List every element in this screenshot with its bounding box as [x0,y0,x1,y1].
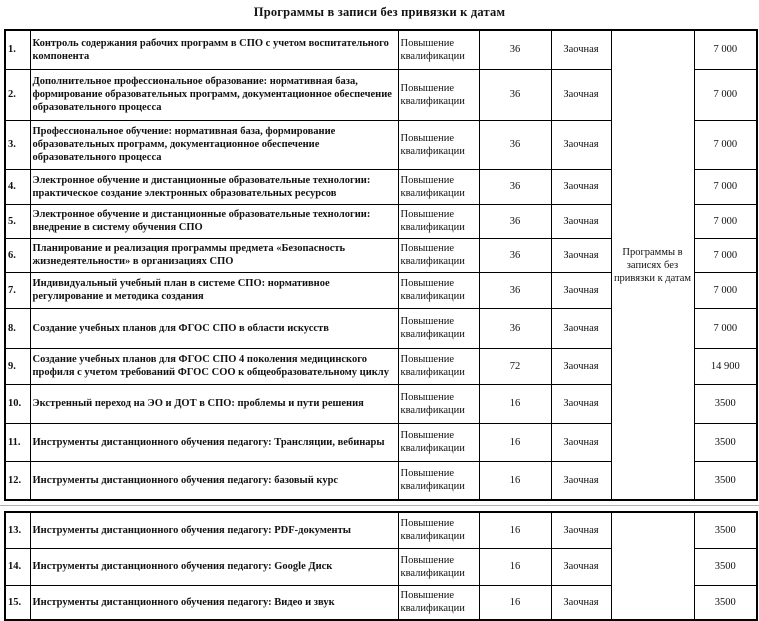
program-name-cell: Создание учебных планов для ФГОС СПО 4 поколения медицинского профиля с учетом требований ФГОС СОО к общеобразовательному циклу [30,348,398,384]
program-type-cell: Повышение квалификации [398,120,479,169]
row-number-cell: 7. [5,272,30,308]
row-number-cell: 14. [5,548,30,585]
program-name-cell: Индивидуальный учебный план в системе СПО: нормативное регулирование и методика создания [30,272,398,308]
row-number-cell: 8. [5,308,30,348]
hours-cell: 36 [479,69,551,120]
study-form-cell: Заочная [551,69,611,120]
program-name-cell: Создание учебных планов для ФГОС СПО в области искусств [30,308,398,348]
price-cell: 7 000 [694,30,757,69]
price-cell: 7 000 [694,120,757,169]
row-number-cell: 10. [5,384,30,423]
row-number-cell: 3. [5,120,30,169]
programs-table-main [4,29,758,501]
program-name-cell: Электронное обучение и дистанционные образовательные технологии: практическое создание электронных образовательных ресурсов [30,169,398,204]
program-name-cell: Контроль содержания рабочих программ в СПО с учетом воспитательного компонента [30,30,398,69]
table-row [5,512,757,548]
page-title: Программы в записи без привязки к датам [253,5,506,19]
merged-note-cell: Программы в записях без привязки к датам [611,30,694,500]
study-form-cell: Заочная [551,461,611,500]
merged-note-cell-empty [611,512,694,620]
study-form-cell: Заочная [551,548,611,585]
program-type-cell: Повышение квалификации [398,238,479,272]
program-name-cell: Инструменты дистанционного обучения педагогу: Трансляции, вебинары [30,423,398,461]
program-type-cell: Повышение квалификации [398,30,479,69]
hours-cell: 16 [479,512,551,548]
hours-cell: 16 [479,423,551,461]
program-name-cell: Инструменты дистанционного обучения педагогу: Google Диск [30,548,398,585]
price-cell: 7 000 [694,238,757,272]
study-form-cell: Заочная [551,30,611,69]
program-name-cell: Инструменты дистанционного обучения педагогу: Видео и звук [30,585,398,620]
price-cell: 3500 [694,423,757,461]
program-type-cell: Повышение квалификации [398,204,479,238]
row-number-cell: 4. [5,169,30,204]
study-form-cell: Заочная [551,348,611,384]
price-cell: 3500 [694,461,757,500]
hours-cell: 36 [479,238,551,272]
study-form-cell: Заочная [551,384,611,423]
programs-table-continued [4,511,758,621]
price-cell: 3500 [694,548,757,585]
hours-cell: 36 [479,204,551,238]
price-cell: 7 000 [694,169,757,204]
hours-cell: 36 [479,308,551,348]
program-type-cell: Повышение квалификации [398,548,479,585]
study-form-cell: Заочная [551,308,611,348]
program-type-cell: Повышение квалификации [398,461,479,500]
row-number-cell: 15. [5,585,30,620]
program-type-cell: Повышение квалификации [398,348,479,384]
program-type-cell: Повышение квалификации [398,512,479,548]
program-name-cell: Планирование и реализация программы предмета «Безопасность жизнедеятельности» в организациях СПО [30,238,398,272]
document-page [0,5,759,621]
price-cell: 7 000 [694,272,757,308]
study-form-cell: Заочная [551,204,611,238]
price-cell: 7 000 [694,69,757,120]
program-type-cell: Повышение квалификации [398,272,479,308]
study-form-cell: Заочная [551,423,611,461]
hours-cell: 36 [479,169,551,204]
row-number-cell: 6. [5,238,30,272]
hours-cell: 72 [479,348,551,384]
study-form-cell: Заочная [551,272,611,308]
hours-cell: 36 [479,30,551,69]
program-type-cell: Повышение квалификации [398,423,479,461]
program-type-cell: Повышение квалификации [398,585,479,620]
row-number-cell: 13. [5,512,30,548]
price-cell: 7 000 [694,204,757,238]
study-form-cell: Заочная [551,238,611,272]
program-name-cell: Инструменты дистанционного обучения педагогу: PDF-документы [30,512,398,548]
price-cell: 14 900 [694,348,757,384]
row-number-cell: 11. [5,423,30,461]
program-type-cell: Повышение квалификации [398,308,479,348]
program-name-cell: Дополнительное профессиональное образование: нормативная база, формирование образовательных программ, документационное обеспечение образовательного процесса [30,69,398,120]
study-form-cell: Заочная [551,169,611,204]
program-name-cell: Инструменты дистанционного обучения педагогу: базовый курс [30,461,398,500]
hours-cell: 16 [479,585,551,620]
row-number-cell: 1. [5,30,30,69]
table-row [5,30,757,69]
row-number-cell: 12. [5,461,30,500]
program-name-cell: Экстренный переход на ЭО и ДОТ в СПО: проблемы и пути решения [30,384,398,423]
hours-cell: 16 [479,384,551,423]
price-cell: 3500 [694,512,757,548]
row-number-cell: 5. [5,204,30,238]
program-type-cell: Повышение квалификации [398,169,479,204]
program-name-cell: Электронное обучение и дистанционные образовательные технологии: внедрение в систему обучения СПО [30,204,398,238]
price-cell: 7 000 [694,308,757,348]
program-type-cell: Повышение квалификации [398,384,479,423]
row-number-cell: 2. [5,69,30,120]
hours-cell: 16 [479,548,551,585]
hours-cell: 16 [479,461,551,500]
program-type-cell: Повышение квалификации [398,69,479,120]
study-form-cell: Заочная [551,512,611,548]
hours-cell: 36 [479,120,551,169]
row-number-cell: 9. [5,348,30,384]
program-name-cell: Профессиональное обучение: нормативная база, формирование образовательных программ, документационное обеспечение образовательного процесса [30,120,398,169]
price-cell: 3500 [694,585,757,620]
study-form-cell: Заочная [551,120,611,169]
study-form-cell: Заочная [551,585,611,620]
hours-cell: 36 [479,272,551,308]
price-cell: 3500 [694,384,757,423]
table-separator-line [0,501,759,506]
